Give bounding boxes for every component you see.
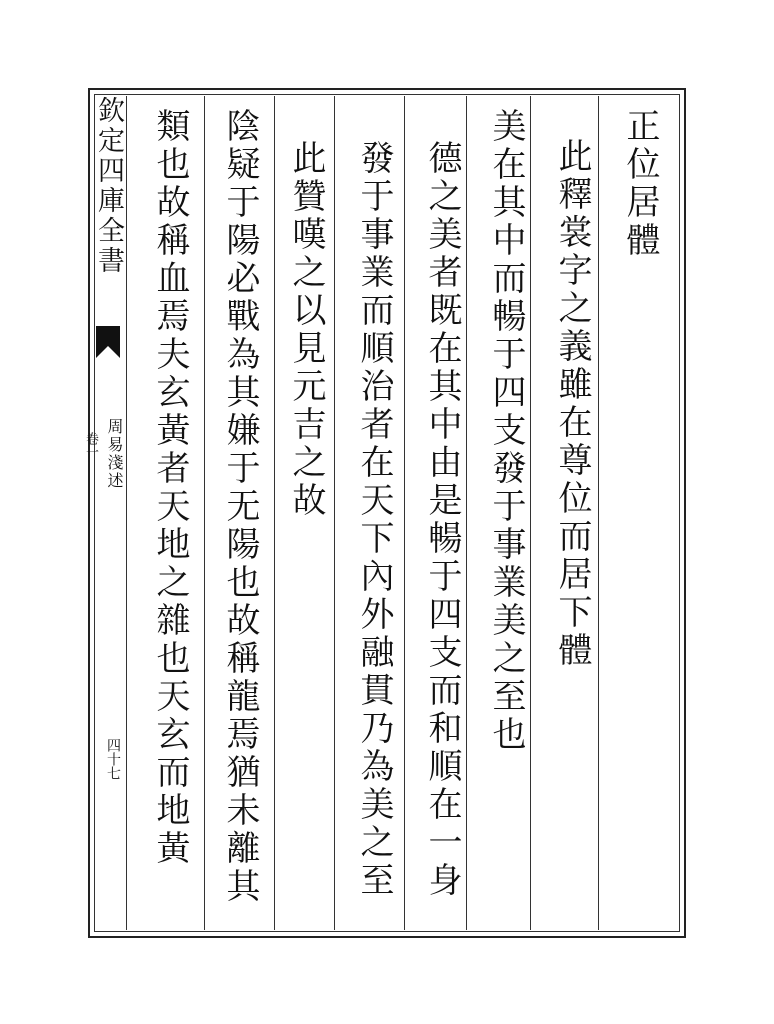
column-divider <box>204 96 205 930</box>
page-number: 四十七 <box>105 738 121 780</box>
text-column-1: 正位居體 <box>620 108 660 260</box>
work-title: 周易淺述 <box>105 418 124 490</box>
column-divider <box>334 96 335 930</box>
text-column-8: 類也故稱血焉夫玄黃者天地之雜也天玄而地黃 <box>150 108 190 868</box>
column-divider <box>274 96 275 930</box>
text-column-6: 此贊嘆之以見元吉之故 <box>286 140 326 520</box>
text-column-7: 陰疑于陽必戰為其嫌于无陽也故稱龍焉猶未離其 <box>220 108 260 906</box>
text-column-2: 此釋裳字之義雖在尊位而居下體 <box>552 138 592 670</box>
document-page <box>83 88 688 940</box>
column-divider <box>404 96 405 930</box>
book-title: 欽定四庫全書 <box>93 96 124 276</box>
text-column-4: 德之美者既在其中由是暢于四支而和順在一身 <box>422 140 462 900</box>
fish-tail-mark-icon <box>96 326 120 358</box>
text-column-5: 發于事業而順治者在天下內外融貫乃為美之至 <box>354 140 394 900</box>
column-divider <box>466 96 467 930</box>
column-divider <box>598 96 599 930</box>
text-column-3: 美在其中而暢于四支發于事業美之至也 <box>486 108 526 754</box>
column-divider <box>530 96 531 930</box>
gutter-divider <box>126 96 127 930</box>
juan-number: 卷一 <box>83 432 98 458</box>
